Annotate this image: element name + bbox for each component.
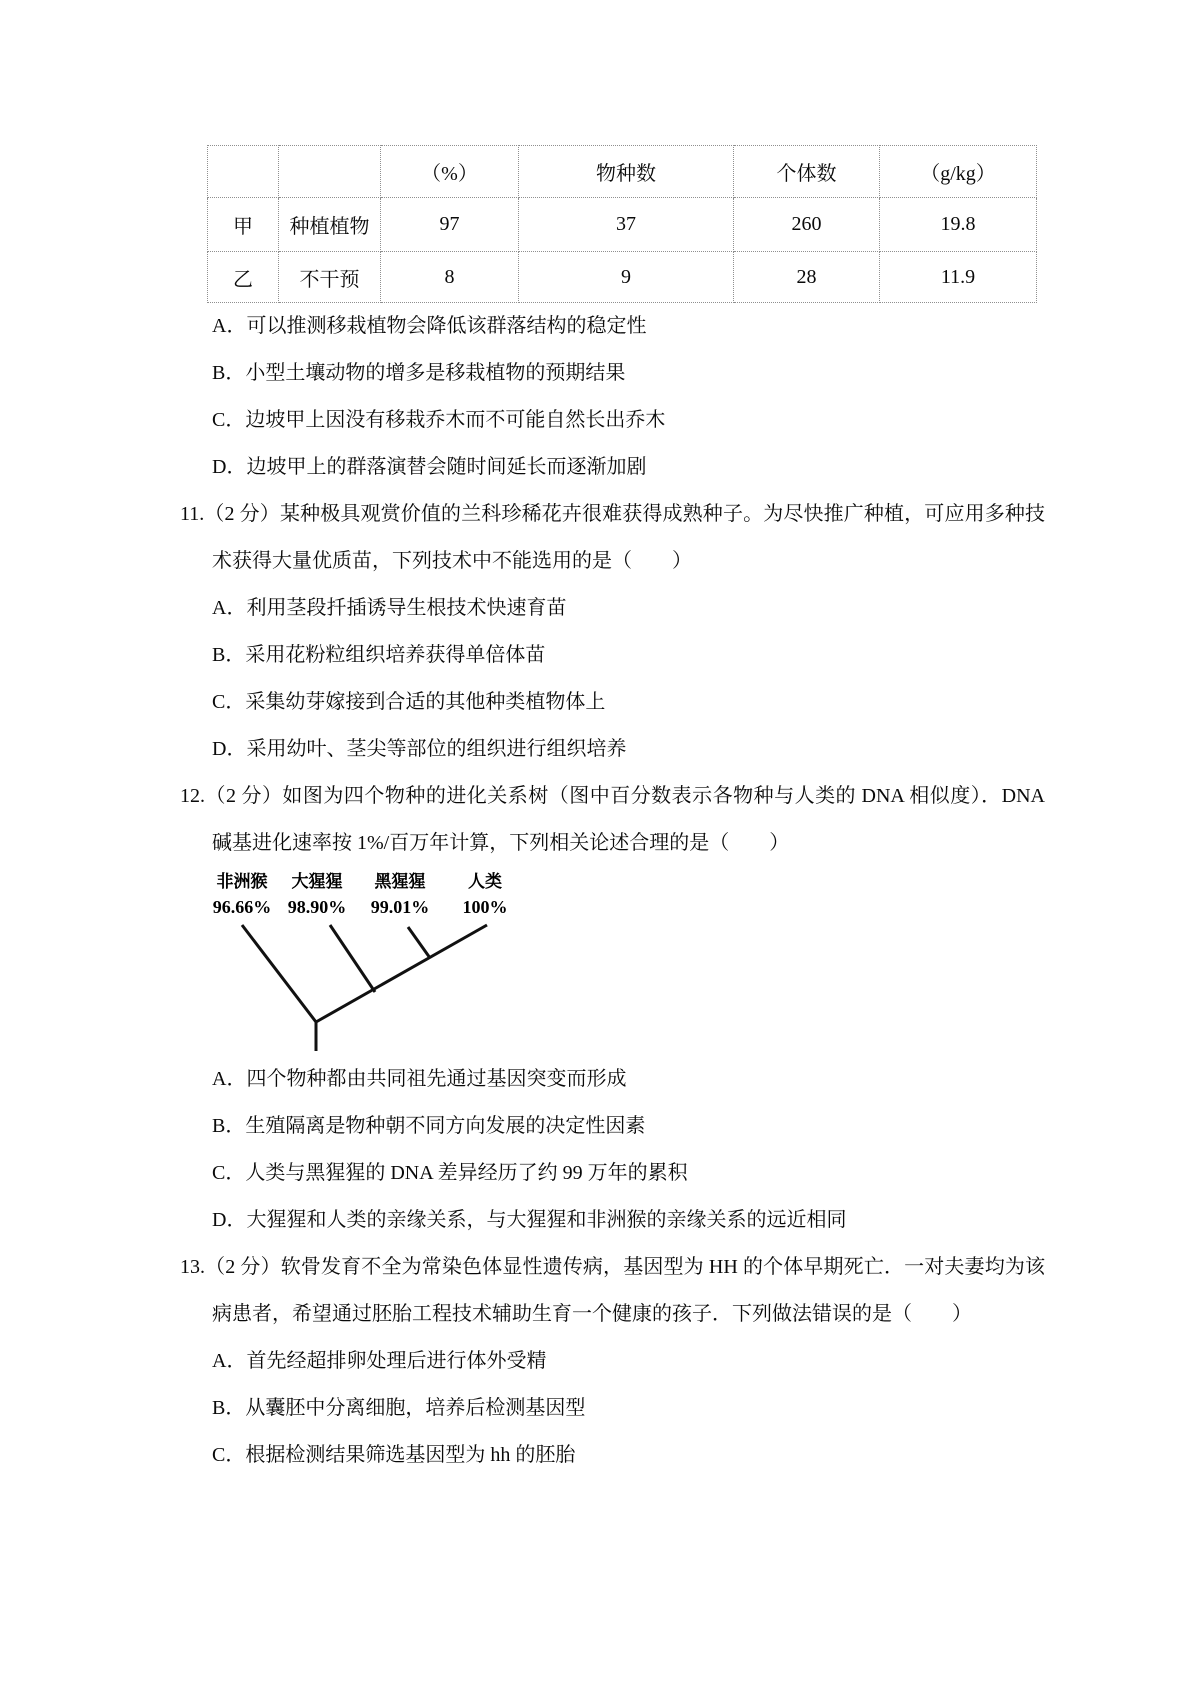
- tree-branch-african-monkey: [242, 925, 316, 1022]
- q12-option-a: A．四个物种都由共同祖先通过基因突变而形成: [212, 1068, 627, 1090]
- soil-community-table: [207, 145, 1037, 303]
- q13-option-b: B．从囊胚中分离细胞，培养后检测基因型: [212, 1397, 586, 1419]
- q12-options: [180, 1056, 1045, 1244]
- table-cell: 9: [519, 252, 734, 303]
- table-cell: 种植植物: [279, 198, 381, 252]
- table-cell: 97: [381, 198, 519, 252]
- q11-option-c: C．采集幼芽嫁接到合适的其他种类植物体上: [212, 691, 606, 713]
- table-row: [208, 198, 1037, 252]
- table-cell: 260: [734, 198, 880, 252]
- q10-option-a: A．可以推测移栽植物会降低该群落结构的稳定性: [212, 315, 647, 337]
- phylogenetic-tree-figure: [210, 871, 1045, 1056]
- q12-option-b: B．生殖隔离是物种朝不同方向发展的决定性因素: [212, 1115, 646, 1137]
- similarity-value: 96.66%: [212, 897, 272, 917]
- table-header-cell: [208, 146, 279, 198]
- q11-option-b: B．采用花粉粒组织培养获得单倍体苗: [212, 644, 546, 666]
- phylogenetic-tree-svg: [210, 871, 530, 1056]
- q12-option-d: D．大猩猩和人类的亲缘关系，与大猩猩和非洲猴的亲缘关系的远近相同: [212, 1209, 847, 1231]
- q10-option-c: C．边坡甲上因没有移栽乔木而不可能自然长出乔木: [212, 409, 666, 431]
- q13-stem: 13.（2 分）软骨发育不全为常染色体显性遗传病，基因型为 HH 的个体早期死亡．一对夫妻均为该病患者，希望通过胚胎工程技术辅助生育一个健康的孩子．下列做法错误的是（ ）: [180, 1256, 1045, 1325]
- table-cell: 11.9: [880, 252, 1037, 303]
- tree-branch-human-mainline: [316, 925, 487, 1022]
- similarity-value: 99.01%: [370, 897, 430, 917]
- q11-options: [180, 585, 1045, 773]
- table-header-cell: [279, 146, 381, 198]
- q13-options: [180, 1338, 1045, 1479]
- q10-options: [180, 303, 1045, 491]
- q13-option-c: C．根据检测结果筛选基因型为 hh 的胚胎: [212, 1444, 576, 1466]
- table-cell: 28: [734, 252, 880, 303]
- q12-stem: 12.（2 分）如图为四个物种的进化关系树（图中百分数表示各物种与人类的 DNA 相似度）．DNA 碱基进化速率按 1%/百万年计算，下列相关论述合理的是（ ）: [180, 785, 1045, 854]
- table-cell: 19.8: [880, 198, 1037, 252]
- species-label: 黑猩猩: [374, 872, 426, 891]
- table-header-cell: 个体数: [734, 146, 880, 198]
- species-label: 大猩猩: [291, 872, 343, 891]
- q12-option-c: C．人类与黑猩猩的 DNA 差异经历了约 99 万年的累积: [212, 1162, 688, 1184]
- table-cell: 不干预: [279, 252, 381, 303]
- q11-stem: 11.（2 分）某种极具观赏价值的兰科珍稀花卉很难获得成熟种子。为尽快推广种植，可应用多种技术获得大量优质苗，下列技术中不能选用的是（ ）: [180, 503, 1045, 572]
- table-cell: 乙: [208, 252, 279, 303]
- q10-option-b: B．小型土壤动物的增多是移栽植物的预期结果: [212, 362, 626, 384]
- species-label: 人类: [468, 872, 502, 891]
- table-cell: 37: [519, 198, 734, 252]
- table-header-cell: （g/kg）: [880, 146, 1037, 198]
- table-header-row: [208, 146, 1037, 198]
- table-cell: 甲: [208, 198, 279, 252]
- table-header-cell: （%）: [381, 146, 519, 198]
- tree-branch-chimpanzee: [408, 927, 430, 958]
- q11-option-d: D．采用幼叶、茎尖等部位的组织进行组织培养: [212, 738, 627, 760]
- q13-option-a: A．首先经超排卵处理后进行体外受精: [212, 1350, 547, 1372]
- q10-option-d: D．边坡甲上的群落演替会随时间延长而逐渐加剧: [212, 456, 647, 478]
- table-row: [208, 252, 1037, 303]
- table-header-cell: 物种数: [519, 146, 734, 198]
- table-cell: 8: [381, 252, 519, 303]
- q11-option-a: A．利用茎段扦插诱导生根技术快速育苗: [212, 597, 567, 619]
- tree-branch-gorilla: [330, 925, 375, 992]
- similarity-value: 98.90%: [287, 897, 347, 917]
- page-content: [180, 145, 1045, 1479]
- species-label: 非洲猴: [216, 872, 268, 891]
- similarity-value: 100%: [462, 897, 508, 917]
